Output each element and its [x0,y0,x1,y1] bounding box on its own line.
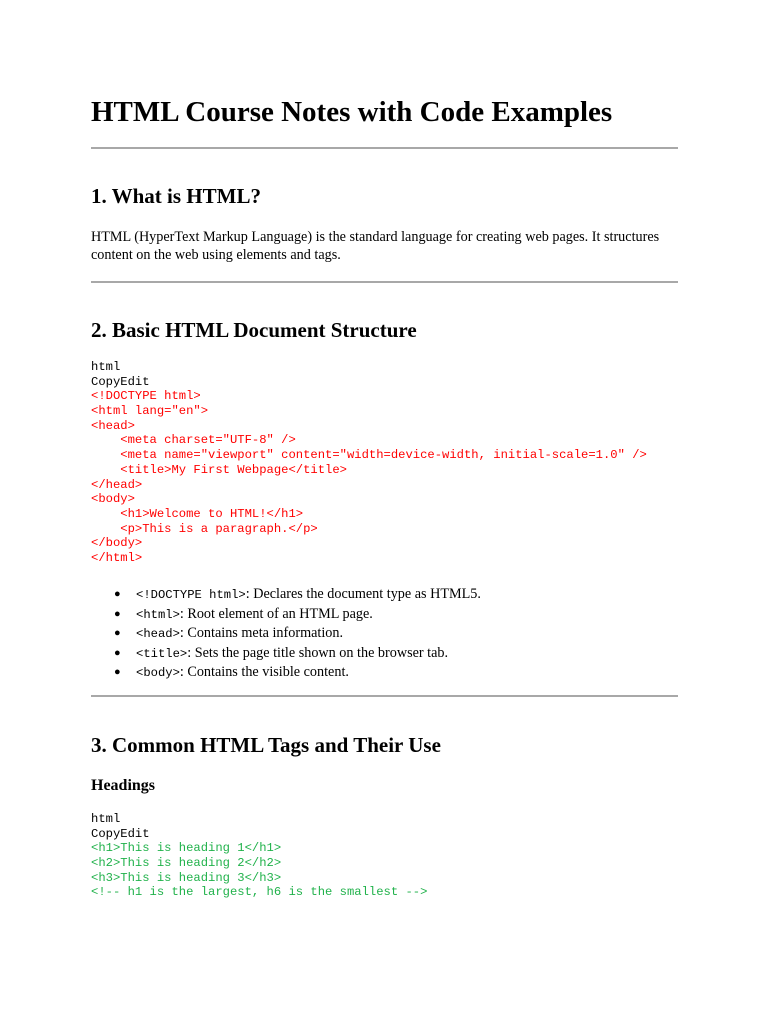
list-item [91,663,678,683]
code-line: <h1>This is heading 1</h1> [91,841,282,856]
code-line: <body> [91,492,135,507]
code-line: <p>This is a paragraph.</p> [91,521,318,536]
copy-edit-button[interactable]: CopyEdit [91,374,150,389]
bullet-icon: ● [114,646,121,659]
section-heading-what-is-html: 1. What is HTML? [91,184,261,208]
code-block-document-structure [91,360,647,566]
list-item-code: <body> [136,666,180,680]
bullet-icon: ● [114,607,121,620]
code-line: <title>My First Webpage</title> [91,462,347,477]
subsection-heading-headings: Headings [91,777,156,794]
list-item-text: : Contains the visible content. [179,664,349,680]
list-item-code: <html> [136,607,180,622]
list-item-code: <!DOCTYPE html> [136,588,246,602]
code-line: <head> [91,418,135,433]
list-item [91,585,678,605]
bullet-icon: ● [114,627,121,639]
bullet-icon: ● [114,588,121,600]
code-line: <html lang="en"> [91,404,209,419]
code-block-headings [91,812,427,900]
bullet-list-document-structure [91,585,678,683]
copy-edit-button[interactable]: CopyEdit [91,826,150,841]
list-item-text: : Contains meta information. [179,625,344,641]
page-title: HTML Course Notes with Code Examples [91,96,613,128]
code-line: <h2>This is heading 2</h2> [91,856,282,871]
code-line: <meta name="viewport" content="width=device-width, initial-scale=1.0" /> [91,448,647,463]
list-item-text: : Root element of an HTML page. [179,605,373,622]
code-line: <meta charset="UTF-8" /> [91,433,296,448]
section-heading-common-tags: 3. Common HTML Tags and Their Use [91,733,441,757]
code-line: <!-- h1 is the largest, h6 is the smallest --> [91,885,428,900]
horizontal-rule [91,281,678,283]
list-item-code: <head> [136,627,180,641]
code-line: <h1>Welcome to HTML!</h1> [91,506,304,521]
code-line: <!DOCTYPE html> [91,389,201,404]
list-item [91,624,678,644]
list-item-text: : Declares the document type as HTML5. [245,586,481,602]
list-item-code: <title> [136,646,188,661]
code-line: </body> [91,536,143,551]
code-line: <h3>This is heading 3</h3> [91,870,282,885]
list-item-text: : Sets the page title shown on the browser tab. [187,644,449,661]
section-heading-document-structure: 2. Basic HTML Document Structure [91,318,417,342]
bullet-icon: ● [114,666,121,678]
code-language-label: html [91,360,121,374]
code-language-label: html [91,812,121,826]
code-line: </html> [91,550,143,565]
section-paragraph-what-is-html: HTML (HyperText Markup Language) is the standard language for creating web pages. It structures content on the web using elements and tags. [91,229,660,263]
horizontal-rule [91,695,678,697]
horizontal-rule [91,147,678,149]
list-item [91,644,678,664]
code-line: </head> [91,477,143,492]
list-item [91,605,678,625]
